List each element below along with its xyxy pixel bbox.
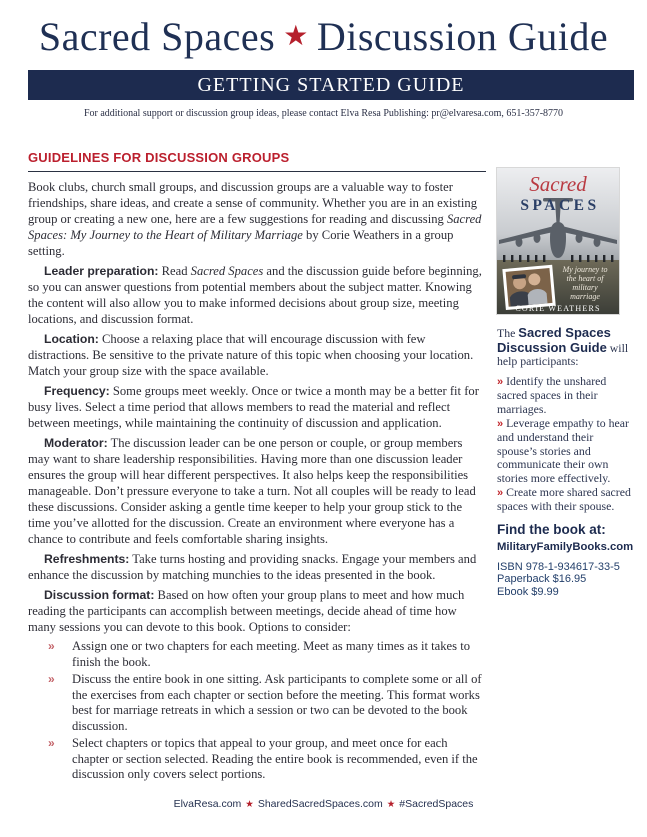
intro-paragraph — [28, 179, 486, 259]
discussion-format-label: Discussion format: — [44, 588, 155, 602]
footer-site-elvaresa: ElvaResa.com — [173, 798, 242, 810]
location-text: Choose a relaxing place that will encourage discussion with few distractions. Be sensitive to the private nature of this topic when choosing your location. Match your group size with the space available. — [28, 332, 474, 378]
list-item — [28, 639, 486, 670]
getting-started-banner — [28, 70, 634, 100]
book-title-italic: Sacred Spaces: My Journey to the Heart of Military Marriage — [28, 212, 482, 242]
option-text: Assign one or two chapters for each meeting. Meet as many times as it takes to finish the book. — [72, 639, 470, 669]
cover-tagline-line: the heart of — [566, 274, 604, 283]
chevron-bullet-icon: » — [48, 639, 55, 653]
moderator-text: The discussion leader can be one person or couple, or group members may want to share leadership responsibilities. Having more than one discussion leader ensures the group will hear different perspectives. It also helps keep the responsibilities manageable. Don’t pressure everyone to take a turn. Not all couples will be ready to lead these discussions. Consider asking a gentle time keeper to help your group stick to the time you’ve allotted for the discussion. Create an environment where everyone has a chance to contribute and feels comfortable sharing insights. — [28, 436, 476, 546]
promo-pre: The — [497, 326, 519, 340]
page-title-suffix: Discussion Guide — [316, 14, 609, 59]
refreshments-label: Refreshments: — [44, 552, 130, 566]
promo-item — [497, 417, 634, 486]
footer-site-sharedsacredspaces: SharedSacredSpaces.com — [257, 798, 383, 810]
discussion-format-paragraph — [28, 587, 486, 635]
leader-text-end: and the discussion guide before beginning, so you can answer questions from potential members about the subject matter. Knowing the content will also allow you to make informed decisions about group size, meeting locations, and discussion format. — [28, 264, 482, 326]
options-list — [28, 639, 486, 783]
bookstore-site-link: MilitaryFamilyBooks.com — [497, 540, 634, 553]
chevron-bullet-icon: » — [48, 736, 55, 750]
page-title-main: Sacred Spaces — [38, 14, 276, 59]
promo-heading — [497, 326, 634, 369]
frequency-text: Some groups meet weekly. Once or twice a month may be a better fit for busy lives. Select a time period that allows members to read the material and reflect between meetings, while maintaining the continuity of discussion and application. — [28, 384, 479, 430]
option-text: Select chapters or topics that appeal to your group, and meet once for each chapter or section selected. Reading the entire book is recommended, even if the discussion only covers select portions. — [72, 736, 478, 781]
find-heading: Find the book at: — [497, 521, 606, 537]
chevron-bullet-icon: » — [497, 417, 504, 430]
cover-tagline-line: marriage — [570, 292, 600, 301]
chevron-bullet-icon: » — [48, 672, 55, 686]
section-heading: GUIDELINES FOR DISCUSSION GROUPS — [28, 150, 486, 172]
refreshments-paragraph — [28, 551, 486, 583]
cover-tagline-line: military — [572, 283, 598, 292]
star-icon: ★ — [283, 21, 309, 52]
cover-title-caps: SPACES — [520, 197, 600, 214]
chevron-bullet-icon: » — [497, 375, 504, 388]
refreshments-text: Take turns hosting and providing snacks. Engage your members and enhance the discussion by matching munchies to the ideas presented in the book. — [28, 552, 477, 582]
leader-text: Read — [158, 264, 191, 278]
sidebar — [497, 168, 634, 598]
footer-hashtag: #SacredSpaces — [399, 798, 474, 810]
moderator-paragraph — [28, 435, 486, 547]
paperback-price-line: Paperback $16.95 — [497, 573, 587, 586]
promo-block — [497, 326, 634, 514]
find-the-book-block — [497, 522, 634, 599]
frequency-label: Frequency: — [44, 384, 110, 398]
book-cover-image — [497, 168, 619, 314]
cover-tagline-line: My journey to — [562, 265, 608, 274]
intro-text-end: by Corie Weathers in a group setting. — [28, 228, 454, 258]
leader-preparation-paragraph — [28, 263, 486, 327]
footer — [0, 798, 647, 810]
isbn-line: ISBN 978-1-934617-33-5 — [497, 560, 620, 573]
cover-author: CORIE WEATHERS — [515, 304, 601, 313]
promo-bold-title: Sacred Spaces Discussion Guide — [497, 325, 611, 355]
promo-item — [497, 486, 634, 514]
location-label: Location: — [44, 332, 99, 346]
star-icon: ★ — [386, 799, 396, 810]
main-content — [28, 150, 486, 785]
promo-item — [497, 375, 634, 417]
cover-title-script: Sacred — [529, 172, 587, 196]
leader-preparation-label: Leader preparation: — [44, 264, 159, 278]
chevron-bullet-icon: » — [497, 486, 504, 499]
moderator-label: Moderator: — [44, 436, 108, 450]
option-text: Discuss the entire book in one sitting. Ask participants to complete some or all of the exercises from each chapter or section before the meeting. This format works best for marriage retreats in which a session or two can be devoted to the book discussion. — [72, 672, 482, 733]
book-title-italic: Sacred Spaces — [190, 264, 264, 278]
ebook-price-line: Ebook $9.99 — [497, 585, 559, 598]
discussion-format-text: Based on how often your group plans to meet and how much reading the participants can accomplish between meetings, decide ahead of time how many sessions you can devote to this book. Options to consider: — [28, 588, 465, 634]
contact-line: For additional support or discussion group ideas, please contact Elva Resa Publishing: pr@elvaresa.com, 651-357-8770 — [83, 108, 564, 119]
promo-item-text: Identify the unshared sacred spaces in their marriages. — [497, 373, 607, 416]
list-item — [28, 736, 486, 783]
promo-item-text: Leverage empathy to hear and understand their spouse’s stories and communicate their own stories more effectively. — [497, 415, 629, 485]
promo-item-text: Create more shared sacred spaces with their spouse. — [497, 484, 631, 514]
frequency-paragraph — [28, 383, 486, 431]
star-icon: ★ — [245, 799, 254, 810]
page-title — [0, 13, 647, 60]
list-item — [28, 672, 486, 734]
location-paragraph — [28, 331, 486, 379]
intro-text: Book clubs, church small groups, and discussion groups are a valuable way to foster friendships, share ideas, and create a sense of community. Whether you are in an existing group or creating a new one, here are a few suggestions for reading and discussing — [28, 180, 478, 226]
banner-label: GETTING STARTED GUIDE — [197, 74, 465, 96]
promo-post: will help participants: — [497, 340, 629, 369]
